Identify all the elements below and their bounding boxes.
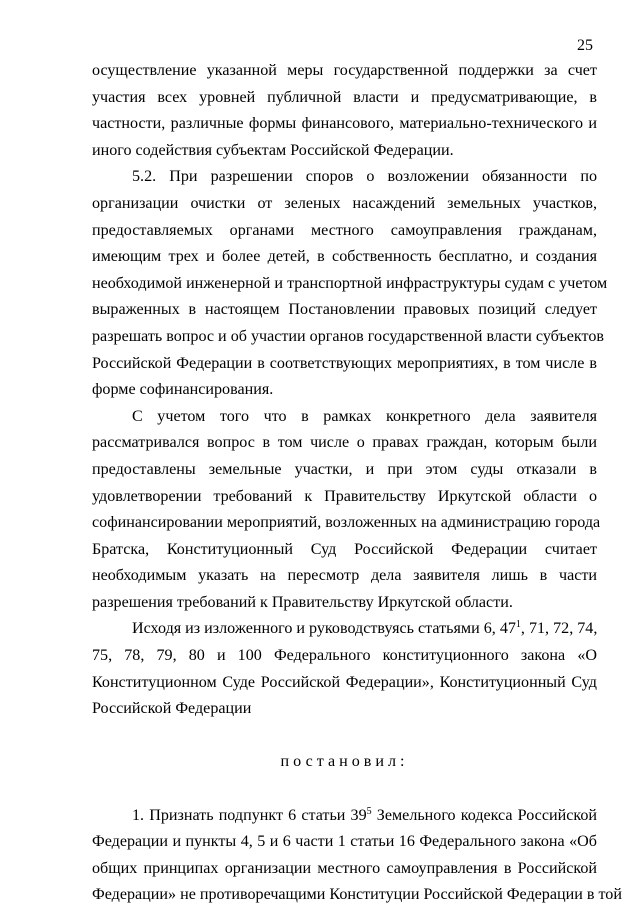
text-line: предоставлены земельные участки, и при этом суды отказали в [92,460,597,478]
text-fragment: , 71, 72, 74, [520,620,598,638]
text-line: организации очистки от зеленых насаждений земельных участков, [92,194,597,212]
text-line: удовлетворении требований к Правительству Иркутской области о [92,487,597,505]
text-line [92,803,597,830]
text-line: необходимым указать на пересмотр дела заявителя лишь в части [92,567,597,585]
paragraph-5-2 [92,164,608,403]
text-line: форме софинансирования. [92,381,274,399]
text-line: Российской Федерации в соответствующих мероприятиях, в том числе в [92,354,597,372]
superscript: 1 [515,619,521,631]
text-fragment: 1. Признать подпункт 6 статьи 39 [132,806,367,824]
text-line: Российской Федерации [92,700,252,718]
text-line: разрешать вопрос и об участии органов государственной власти субъектов [92,327,604,345]
paragraph-case-review [92,404,601,617]
text-line: Братска, Конституционный Суд Российской Федерации считает [92,540,597,558]
text-line: иного содействия субъектам Российской Федерации. [92,141,454,159]
text-line: 5.2. При разрешении споров о возложении обязанности по [132,168,597,186]
text-fragment: Исходя из изложенного и руководствуясь статьями 6, 47 [132,620,516,638]
text-line [92,616,597,643]
text-line: необходимой инженерной и транспортной инфраструктуры судам с учетом [92,274,608,292]
text-line: частности, различные формы финансового, материально-технического и [92,115,597,133]
spacer [92,776,597,803]
text-line: софинансировании мероприятий, возложенных на администрацию города [92,514,601,532]
paragraph-support-measures [92,58,597,164]
text-line: Конституционном Суде Российской Федерации», Конституционный Суд [92,673,597,691]
text-line: Федерации и пункты 4, 5 и 6 части 1 статьи 16 Федерального закона «Об [92,833,597,851]
text-line: рассматривался вопрос в том числе о правах граждан, которым были [92,434,597,452]
text-line: предоставляемых органами местного самоуправления гражданам, [92,221,597,239]
text-fragment: Земельного кодекса Российской [371,806,597,824]
text-line: имеющим трех и более детей, в собственность бесплатно, и создания [92,248,597,266]
resolution-heading: постановил: [280,753,409,771]
text-line: осуществление указанной меры государственной поддержки за счет [92,62,597,79]
text-line: Федерации» не противоречащими Конституции Российской Федерации в той [92,886,622,904]
superscript: 5 [366,805,372,817]
text-line: разрешения требований к Правительству Иркутской области. [92,593,513,611]
text-line: выраженных в настоящем Постановлении правовых позиций следует [92,301,597,319]
spacer [92,723,597,750]
text-line: участия всех уровней публичной власти и предусматривающие, в [92,88,597,106]
text-line: 75, 78, 79, 80 и 100 Федерального конституционного закона «О [92,647,597,665]
paragraph-legal-basis [92,616,597,722]
text-line: С учетом того что в рамках конкретного дела заявителя [132,407,597,425]
document-body [92,58,622,909]
page-number: 25 [577,37,593,54]
text-line: общих принципах организации местного самоуправления в Российской [92,859,597,877]
resolution-item-1 [92,803,622,909]
